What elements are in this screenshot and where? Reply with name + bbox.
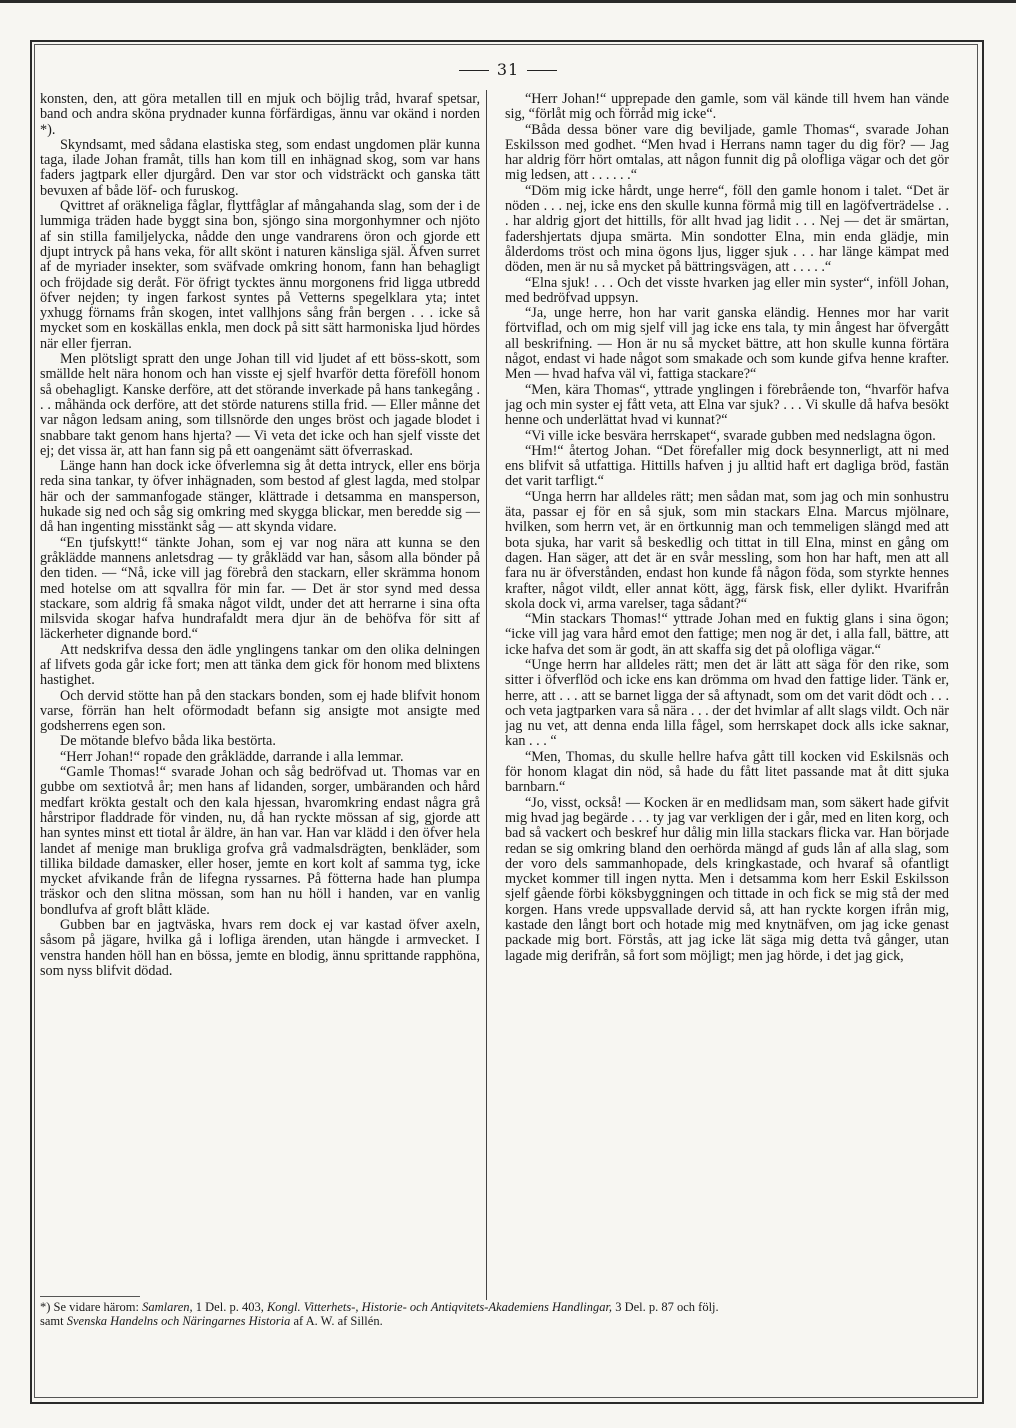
paragraph: Skyndsamt, med sådana elastiska steg, som endast ungdomen plär kunna taga, ilade Johan framåt, tills han kom till en inhägnad skog, som var hans faders jagtpark eller djurgård. Den var stor och vidsträckt och ganska tätt bevuxen af både löf- och furuskog. [40, 136, 480, 199]
paragraph: Att nedskrifva dessa den ädle ynglingens tankar om den olika delningen af lifvets goda går icke fort; men att tänka dem gick för honom med blixtens hastighet. [40, 641, 480, 689]
footnote-lead: *) Se vidare härom: [40, 1300, 139, 1314]
paragraph: Men plötsligt spratt den unge Johan till vid ljudet af ett böss-skott, som smällde helt nära honom och han visste ej sjelf hvarför detta föreföll honom så obehagligt. Kanske derföre, att det störande inverkade på hans tankegång . . . måhända ock derföre, att det störde naturens stilla frid. — Eller månne det var någon ledsam aning, som tillsnörde den unges bröst och jagade blodet i snabbare takt genom hans hjerta? — Vi veta det icke och han sjelf visste det ej; det vissa är, att han fann sig på ett oangenämt sätt öfverraskad. [40, 351, 480, 459]
top-edge-bar [0, 0, 1016, 10]
footnote-source: Svenska Handelns och Näringarnes Historia [66, 1314, 291, 1328]
footnote-source: Samlaren, [142, 1300, 193, 1314]
footnote-line-2 [40, 1314, 940, 1328]
footnote-ref: 3 Del. p. 87 och följ. [615, 1300, 719, 1314]
footnote-lead: samt [40, 1314, 64, 1328]
paragraph: “Döm mig icke hårdt, unge herre“, föll den gamle honom i talet. “Det är nöden . . . nej, icke ens den skulle kunna förmå mig till en lagöfverträdelse . . . har aldrig gjort det hittills, för allt hvad jag lidit . . . Nej — det är smärtan, fadershjertats djupa smärta. Min sondotter Elna, min enda glädje, min ålderdoms tröst och mina ögons ljus, ligger sjuk . . . har länge kämpat med döden, men är nu så mycket på bättringsvägen, att . . . . .“ [505, 182, 949, 276]
footnote-line-1 [40, 1300, 940, 1314]
paragraph: “Ja, unge herre, hon har varit ganska eländig. Hennes mor har varit förtviflad, och om mig sjelf vill jag icke ens tala, ty min ångest har öfvergått all beskrifning. — Hon är nu så mycket bättre, att hon skulle kunna förtära något, endast vi hade något som smakade och som kunde gifva henne krafter. Men — hvad hafva väl vi, fattiga stackare?“ [505, 305, 949, 383]
paragraph: “Men, Thomas, du skulle hellre hafva gått till kocken vid Eskilsnäs och för honom klagat din nöd, så hade du fått litet passande mat åt ditt sjuka barnbarn.“ [505, 748, 949, 796]
header-dash-left [459, 70, 489, 71]
column-divider [486, 90, 487, 1300]
paragraph: Qvittret af oräkneliga fåglar, flyttfåglar af mångahanda slag, som der i de lummiga träden hade byggt sina bon, sjöngo sina morgonhymner och njöto af sin stilla familjelycka, nådde den unge vandrarens öron och gjorde ett djupt intryck på hans veka, för allt skönt i naturen känsliga själ. Äfven surret af de myriader insekter, som sväfvade omkring honom, fann han behagligt och fröjdade sig deråt. För öfrigt tycktes ännu morgonens frid ligga utbredd öfver nejden; ty ingen farkost syntes på Vetterns spegelklara yta; intet yxhugg förnams från skogen, intet vallhjons sång från bergen . . . icke så mycket som en koskällas enkla, men dock på sitt sätt harmoniska ljud hördes när eller fjerran. [40, 198, 480, 352]
right-column [505, 92, 949, 1292]
paragraph: De mötande blefvo båda lika bestörta. [60, 733, 276, 750]
footnote-ref: af A. W. af Sillén. [293, 1314, 383, 1328]
paragraph: “Elna sjuk! . . . Och det visste hvarken jag eller min syster“, inföll Johan, med bedröfvad uppsyn. [505, 274, 949, 306]
left-column [40, 92, 480, 1292]
paragraph: “Vi ville icke besvära herrskapet“, svarade gubben med nedslagna ögon. [525, 427, 936, 444]
footnote-ref: 1 Del. p. 403, [195, 1300, 264, 1314]
paragraph: “Unge herrn har alldeles rätt; men det är lätt att säga för den rike, som sitter i öfverflöd och icke ens kan drömma om hvad den fattige lider. Tänk er, herre, att . . . att se barnet ligga der så aftynadt, som om det varit dödt och . . . och veta jagtparken vara så nära . . . der det hvimlar af allt slags vildt. Och när jag nu vet, att denna enda lilla fågel, som herrskapet dock alls icke saknar, kan . . . “ [505, 656, 949, 750]
footnote-rule [40, 1296, 140, 1297]
paragraph: “Men, kära Thomas“, yttrade ynglingen i förebrående ton, “hvarför hafva jag och min syster ej fått veta, att Elna var sjuk? . . . Vi skulle då hafva besökt henne och underlättat hvad vi kunnat?“ [505, 381, 949, 429]
paragraph: “Båda dessa böner vare dig beviljade, gamle Thomas“, svarade Johan Eskilsson med godhet. “Men hvad i Herrans namn tager du dig för? — Jag har aldrig förr hört omtalas, att någon funnit dig på olofliga vägar och det gör mig ledsen, att . . . . . .“ [505, 121, 949, 184]
paragraph: “Jo, visst, också! — Kocken är en medlidsam man, som säkert hade gifvit mig hvad jag begärde . . . ty jag var verkligen der i går, med en liten korg, och bad så vackert och beskref hur dålig min lilla stackars flicka var. Han började redan se sig omkring bland den oerhörda mängd af guds lån af alla slag, som der voro dels sammanhopade, dels kringkastade, och hvaraf så ofantligt mycket kommer till ingen nytta. Men i detsamma kom herr Eskil Eskilsson sjelf gående förbi köksbyggningen och tittade in och fick se mig stå der med korgen. Hans vrede uppsvallade dervid så, att han ryckte korgen ifrån mig, kastade den långt bort och hotade mig med knytnäfven, om jag icke genast packade mig bort. Förstås, att jag icke lät säga mig detta två gånger, utan lagade mig derifrån, så fort som möjligt; men jag hörde, i det jag gick, [505, 794, 949, 964]
paragraph: “Herr Johan!“ upprepade den gamle, som väl kände till hvem han vände sig, “förlåt mig och förråd mig icke“. [505, 92, 949, 123]
paragraph: “Unga herrn har alldeles rätt; men sådan mat, som jag och min sonhustru äta, passar ej för en så sjuk, som min stackars Elna. Marcus mjölnare, hvilken, som herrn vet, är en örtkunnig man och temmeligen slängd med att bota sjuka, har varit så beskedlig och tittat in till Elna, minst en gång om dagen. Han säger, att det är en svår messling, som hon har haft, men att all fara nu är öfverstånden, endast hon kunde få någon föda, som styrkte hennes krafter, något vildt, eller annat kött, ägg, färsk fisk, eller dylikt. Hvarifrån skola dock vi, arma varelser, taga sådant?“ [505, 488, 949, 612]
paragraph: “Gamle Thomas!“ svarade Johan och såg bedröfvad ut. Thomas var en gubbe om sextiotvå år; men hans af lidanden, sorger, umbäranden och hård medfart krökta gestalt och den kala hjessan, hvaromkring endast några grå hårstripor fladdrade för vinden, nu, då han ryckte mössan af sig, gjorde att han syntes minst ett tiotal år äldre, än han var. Han var klädd i den öfver hela landet af menige man brukliga grofva grå vadmalsdrägten, benkläder, som tillika bildade damasker, eller hoser, jemte en kort kolt af samma tyg, icke mycket afvikande från de lifegna ryssarnes. På fötterna hade han plumpa träskor och den slitna mössan, som han nu höll i handen, var en vanlig bondlufva af groft blått kläde. [40, 764, 480, 918]
paragraph: “Min stackars Thomas!“ yttrade Johan med en fuktig glans i sina ögon; “icke vill jag vara hård emot den fattige; men nog är det, i alla fall, bättre, att icke hafva det som är godt, än att skaffa sig det på olofliga vägar.“ [505, 611, 949, 658]
page-number-header [0, 60, 1016, 79]
footnote-source: Kongl. Vitterhets-, Historie- och Antiqvitets-Akademiens Handlingar, [266, 1300, 613, 1314]
paragraph: Och dervid stötte han på den stackars bonden, som ej hade blifvit honom varse, förrän han helt oförmodadt befann sig ansigte mot ansigte med godsherrens egen son. [40, 687, 480, 735]
paragraph: Länge hann han dock icke öfverlemna sig åt detta intryck, eller ens börja reda sina tankar, ty öfver inhägnaden, som bestod af glest lagda, med stolpar här och der sammanfogade stänger, klättrade i detsamma en mansperson, hukade sig ned och såg sig omkring med skygga blickar, men beredde sig — då han ingenting misstänkt såg — att skynda vidare. [40, 458, 480, 536]
header-dash-right [527, 70, 557, 71]
paragraph: “En tjufskytt!“ tänkte Johan, som ej var nog nära att kunna se den gråklädde mannens anletsdrag — ty gråklädd var han, såsom alla bönder på den tiden. — “Nå, icke vill jag förebrå den stackarn, eller skrämma honom med hotelse om att sqvallra för min far. — Det är stor synd med dessa stackare, som aldrig få smaka något vildt, under det att herrarne i sina ofta milsvida skogar hafva hundrafaldt mera djur än de behöfva för sitt af läckerheter dignande bord.“ [40, 534, 480, 643]
page-number: 31 [496, 60, 520, 79]
paragraph: konsten, den, att göra metallen till en mjuk och böjlig tråd, hvaraf spetsar, band och andra sköna prydnader kunna förfärdigas, ännu var okänd i norden *). [40, 92, 480, 138]
paragraph: “Hm!“ återtog Johan. “Det förefaller mig dock besynnerligt, att ni med ens blifvit så utfattiga. Hittills hafven j ju alltid haft ert dagliga bröd, fastän det varit tarfligt.“ [505, 442, 949, 490]
paragraph: “Herr Johan!“ ropade den gråklädde, darrande i alla lemmar. [60, 748, 404, 765]
paragraph: Gubben bar en jagtväska, hvars rem dock ej var kastad öfver axeln, såsom på jägare, hvilka gå i lofliga ärenden, utan hängde i armvecket. I venstra handen höll han en bössa, jemte en blodig, ännu sprittande rapphöna, som nyss blifvit dödad. [40, 917, 480, 979]
footnote [40, 1300, 940, 1328]
